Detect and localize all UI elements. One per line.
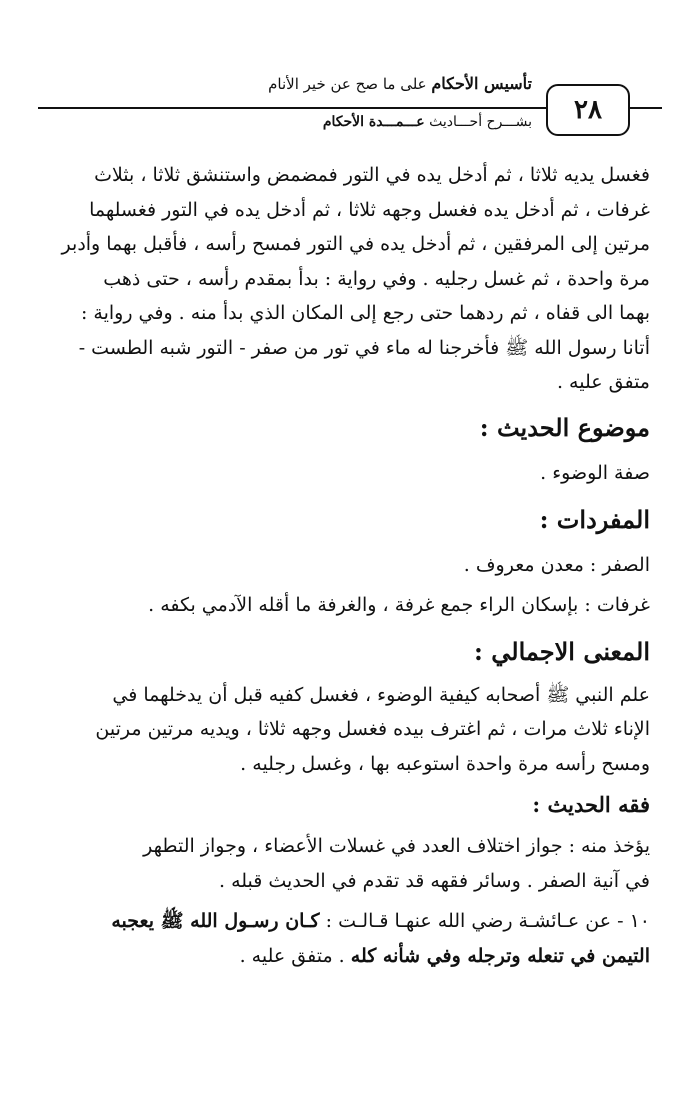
book-title-rest: على ما صح عن خير الأنام bbox=[268, 75, 427, 93]
meaning-line: ومسح رأسه مرة واحدة استوعبه بها ، وغسل رجليه . bbox=[240, 752, 650, 775]
intro-paragraph bbox=[48, 158, 650, 400]
intro-line: أتانا رسول الله ﷺ فأخرجنا له ماء في تور من صفر - التور شبه الطست - bbox=[78, 336, 650, 359]
fiqh-line: في آنية الصفر . وسائر فقهه قد تقدم في الحديث قبله . bbox=[218, 869, 650, 892]
book-title-bold: تأسيس الأحكام bbox=[431, 74, 532, 93]
fiqh-heading: فقه الحديث : bbox=[532, 792, 650, 817]
header-rule-right bbox=[626, 107, 662, 109]
page-header bbox=[36, 74, 662, 144]
intro-line: مرتين إلى المرفقين ، ثم أدخل يده في التور فمسح رأسه ، فأقبل بهما وأدبر bbox=[61, 233, 650, 255]
intro-line: بهما الى قفاه ، ثم ردهما حتى رجع إلى المكان الذي بدأ منه . وفي رواية : bbox=[80, 302, 650, 324]
vocab-item: الصفر : معدن معروف . bbox=[463, 553, 650, 576]
page-content bbox=[48, 158, 650, 973]
meaning-paragraph bbox=[48, 678, 650, 782]
book-subtitle-prefix: بشـــرح أحـــاديث bbox=[429, 114, 532, 130]
meaning-line: علم النبي ﷺ أصحابه كيفية الوضوء ، فغسل كفيه قبل أن يدخلهما في bbox=[112, 683, 650, 706]
intro-line: فغسل يديه ثلاثا ، ثم أدخل يده في التور فمضمض واستنشق ثلاثا ، بثلاث bbox=[94, 164, 650, 186]
vocab-heading: المفردات : bbox=[539, 504, 650, 534]
fiqh-paragraph bbox=[48, 829, 650, 898]
subject-text: صفة الوضوء . bbox=[540, 461, 650, 484]
meaning-heading: المعنى الاجمالي : bbox=[474, 636, 650, 666]
header-rule-left bbox=[38, 107, 546, 109]
subject-heading: موضوع الحديث : bbox=[479, 412, 650, 442]
book-subtitle-bold: عـــمـــدة الأحكام bbox=[322, 114, 425, 130]
intro-line: متفق عليه . bbox=[556, 371, 650, 393]
page-number: ٢٨ bbox=[546, 84, 630, 136]
hadith-10-narration: ١٠ - عن عـائشـة رضي الله عنهـا قـالـت : bbox=[325, 910, 650, 932]
book-subtitle bbox=[323, 114, 532, 130]
intro-line: مرة واحدة ، ثم غسل رجليه . وفي رواية : بدأ بمقدم رأسه ، حتى ذهب bbox=[103, 267, 650, 290]
meaning-line: الإناء ثلاث مرات ، ثم اغترف بيده فغسل وجهه ثلاثا ، ويديه مرتين مرتين bbox=[95, 718, 650, 740]
hadith-10-text-1: كـان رسـول الله ﷺ يعجبه bbox=[111, 910, 320, 932]
intro-line: غرفات ، ثم أدخل يده فغسل وجهه ثلاثا ، ثم أدخل يده في التور فغسلهما bbox=[89, 198, 650, 221]
fiqh-line: يؤخذ منه : جواز اختلاف العدد في غسلات الأعضاء ، وجواز التطهر bbox=[143, 835, 650, 857]
book-title bbox=[268, 74, 532, 93]
vocab-item: غرفات : بإسكان الراء جمع غرفة ، والغرفة ما أقله الآدمي بكفه . bbox=[148, 593, 650, 616]
hadith-10-text-2: التيمن في تنعله وترجله وفي شأنه كله bbox=[350, 944, 650, 967]
hadith-10-source: . متفق عليه . bbox=[239, 944, 345, 967]
hadith-10-paragraph bbox=[48, 904, 650, 973]
